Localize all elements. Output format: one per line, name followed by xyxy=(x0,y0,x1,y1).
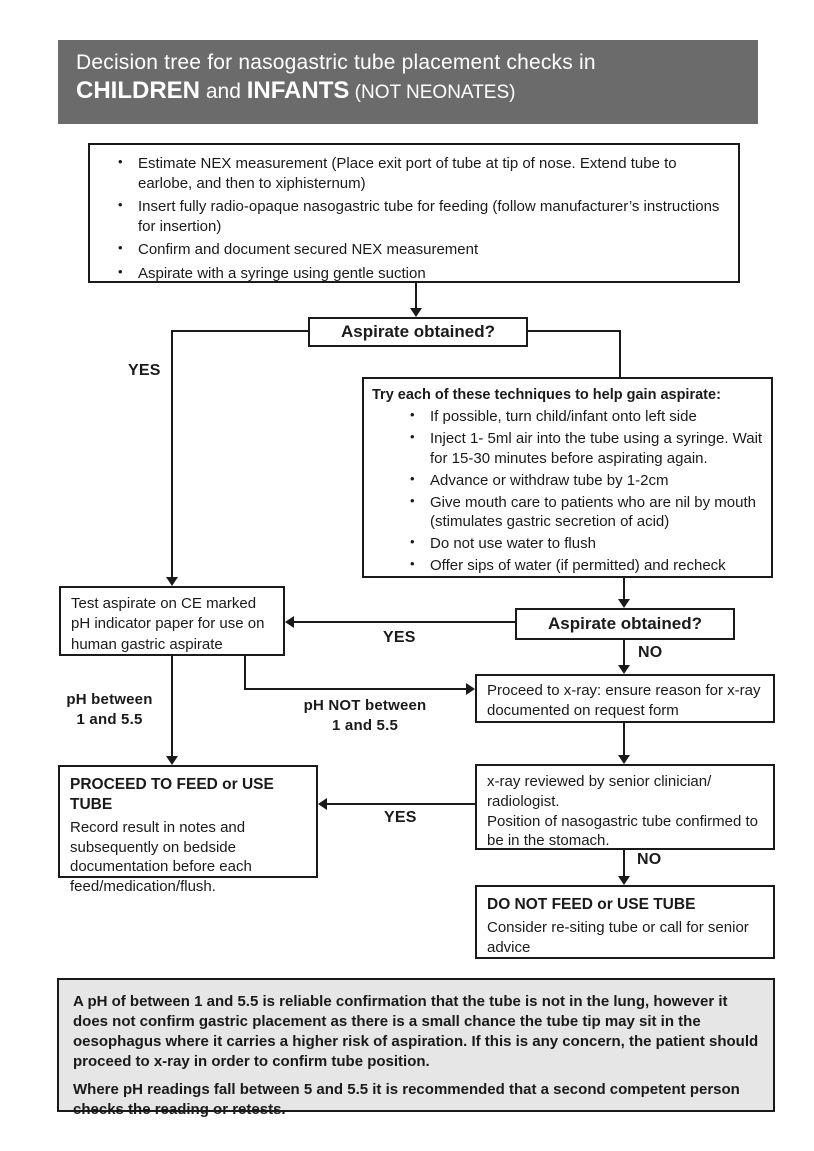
connector-decision1-yes-h xyxy=(172,330,309,332)
footnote-para2: Where pH readings fall between 5 and 5.5 it is recommended that a second competent person checks the reading or retests. xyxy=(73,1080,740,1118)
connector-ph-not-between-v xyxy=(244,656,246,690)
arrowhead-down-icon xyxy=(618,755,630,764)
list-item: • Give mouth care to patients who are nil by mouth (stimulates gastric secretion of acid) xyxy=(390,493,763,531)
do-not-feed-title: DO NOT FEED or USE TUBE xyxy=(487,896,696,913)
page-title-line2 xyxy=(76,77,740,105)
proceed-feed-box xyxy=(58,765,318,895)
ph-not-between-line2: 1 and 5.5 xyxy=(332,716,398,734)
arrowhead-right-icon xyxy=(466,683,475,695)
ph-not-between-line1: pH NOT between xyxy=(303,697,427,714)
list-item: • Confirm and document secured NEX measurement xyxy=(98,240,730,260)
arrowhead-down-icon xyxy=(618,665,630,674)
ph-between-line1: pH between xyxy=(66,691,153,708)
connector-decision1-no-h xyxy=(528,330,621,332)
arrowhead-down-icon xyxy=(618,876,630,885)
arrowhead-left-icon xyxy=(318,798,327,810)
edge-label-no-1: NO xyxy=(638,644,663,661)
connector-xray-request-to-review xyxy=(623,723,625,756)
edge-label-no-2: NO xyxy=(637,851,662,868)
arrowhead-down-icon xyxy=(410,308,422,317)
connector-ph-between xyxy=(171,656,173,757)
preparation-box xyxy=(88,143,740,283)
connector-decision2-no xyxy=(623,640,625,666)
xray-review-line2: radiologist. xyxy=(487,792,560,810)
xray-review-line3: Position of nasogastric tube confirmed to be in the stomach. xyxy=(487,812,758,850)
title-not-neonates: (NOT NEONATES) xyxy=(349,82,516,103)
test-aspirate-box: Test aspirate on CE marked pH indicator paper for use on human gastric aspirate xyxy=(59,586,285,656)
xray-review-line1: x-ray reviewed by senior clinician/ xyxy=(487,773,712,790)
connector-decision1-yes-v xyxy=(171,330,173,577)
xray-request-box: Proceed to x-ray: ensure reason for x-ray documented on request form xyxy=(475,674,775,723)
connector-decision2-yes xyxy=(294,621,515,623)
connector-decision1-no-v xyxy=(619,330,621,377)
edge-label-yes-1: YES xyxy=(128,362,161,379)
connector-techniques-to-decision2 xyxy=(623,577,625,600)
arrowhead-down-icon xyxy=(618,599,630,608)
decision-aspirate-obtained-2: Aspirate obtained? xyxy=(515,608,735,640)
arrowhead-down-icon xyxy=(166,756,178,765)
title-infants: INFANTS xyxy=(246,77,350,104)
page-header xyxy=(58,40,758,124)
list-item: • Insert fully radio-opaque nasogastric tube for feeding (follow manufacturer’s instructions for insertion) xyxy=(98,197,730,236)
title-children: CHILDREN xyxy=(76,77,200,104)
techniques-box xyxy=(362,377,773,578)
list-item: • Do not use water to flush xyxy=(390,534,763,553)
connector-xray-no xyxy=(623,850,625,877)
edge-label-ph-between xyxy=(57,690,162,729)
list-item: • Inject 1- 5ml air into the tube using a syringe. Wait for 15-30 minutes before aspirating again. xyxy=(390,429,763,467)
arrowhead-down-icon xyxy=(166,577,178,586)
xray-review-box xyxy=(475,764,775,850)
proceed-feed-title: PROCEED TO FEED or USE TUBE xyxy=(70,776,274,814)
list-item: • Offer sips of water (if permitted) and recheck xyxy=(390,556,763,575)
ph-between-line2: 1 and 5.5 xyxy=(76,710,143,728)
page-title-line1: Decision tree for nasogastric tube placement checks in xyxy=(76,51,596,74)
techniques-list xyxy=(390,407,763,574)
title-and: and xyxy=(200,80,247,103)
decision-aspirate-obtained-1: Aspirate obtained? xyxy=(308,317,528,347)
edge-label-yes-3: YES xyxy=(384,809,417,826)
list-item: • Estimate NEX measurement (Place exit port of tube at tip of nose. Extend tube to earlobe, and then to xiphisternum) xyxy=(98,154,730,193)
connector-ph-not-between-h xyxy=(244,688,466,690)
do-not-feed-box xyxy=(475,885,775,959)
footnote-box xyxy=(57,978,775,1118)
edge-label-yes-2: YES xyxy=(383,629,416,646)
arrowhead-left-icon xyxy=(285,616,294,628)
techniques-title: Try each of these techniques to help gain aspirate: xyxy=(372,387,721,403)
preparation-list xyxy=(98,154,730,283)
connector-prep-to-decision1 xyxy=(415,283,417,309)
edge-label-ph-not-between xyxy=(290,696,440,735)
connector-xray-yes xyxy=(327,803,475,805)
list-item: • If possible, turn child/infant onto left side xyxy=(390,407,763,426)
list-item: • Aspirate with a syringe using gentle suction xyxy=(98,264,730,284)
footnote-para1: A pH of between 1 and 5.5 is reliable confirmation that the tube is not in the lung, however it does not confirm gastric placement as there is a small chance the tube tip may sit in the oesophagus where it carries a higher risk of aspiration. If this is any concern, the patient should proceed to x-ray in order to confirm tube position. xyxy=(73,993,759,1070)
proceed-feed-body: Record result in notes and subsequently on bedside documentation before each feed/medication/flush. xyxy=(70,819,252,895)
list-item: • Advance or withdraw tube by 1-2cm xyxy=(390,471,763,490)
do-not-feed-body: Consider re-siting tube or call for senior advice xyxy=(487,919,749,956)
